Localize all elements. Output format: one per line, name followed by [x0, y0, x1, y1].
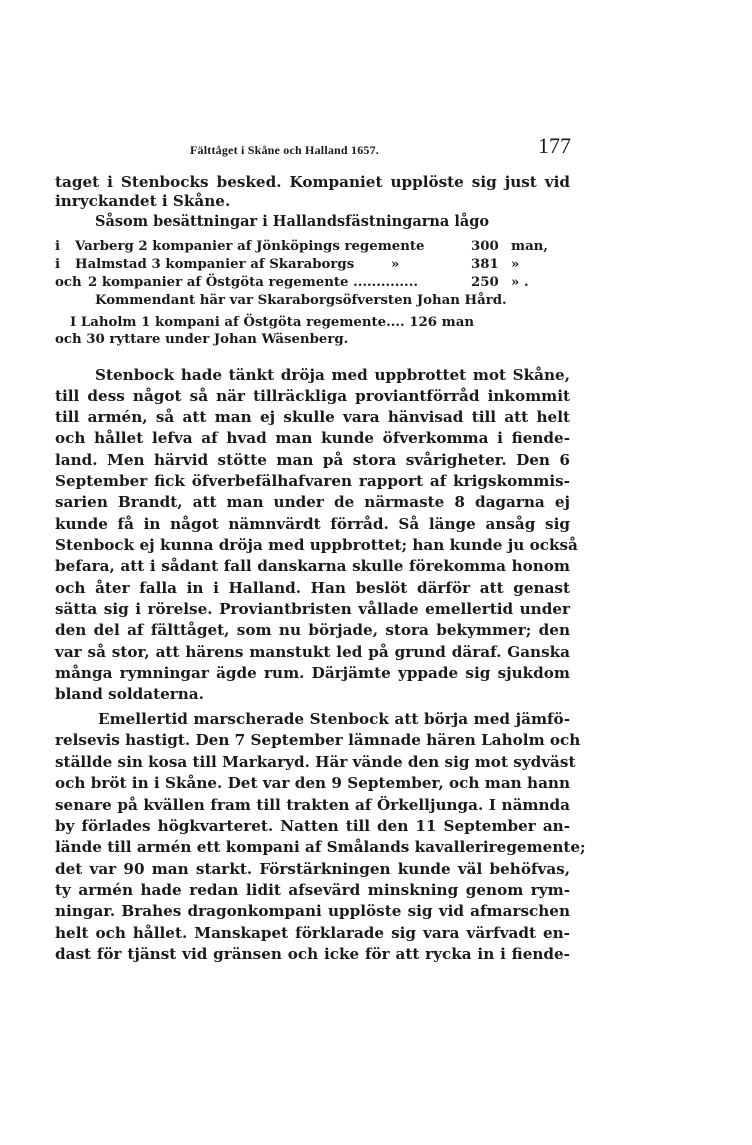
garrison-heading: Såsom besättningar i Hallandsfästningarna lågo	[95, 213, 490, 230]
text-line: Stenbock hade tänkt dröja med uppbrottet mot Skåne,	[95, 366, 570, 384]
text-line: till armén, så att man ej skulle vara hänvisad till att helt	[55, 408, 570, 426]
running-title: Fälttåget i Skåne och Halland 1657.	[190, 143, 380, 157]
page-number: 177	[538, 133, 571, 158]
text-line: senare på kvällen fram till trakten af Örkelljunga. I nämnda	[55, 796, 570, 814]
text-line: helt och hållet. Manskapet förklarade sig vara värfvadt en-	[55, 924, 570, 942]
row-unit: » .	[511, 275, 529, 290]
commandant-line: Kommendant här var Skaraborgsöfversten Johan Hård.	[95, 293, 507, 308]
text-line: och åter falla in i Halland. Han beslöt därför att genast	[55, 579, 570, 597]
row-prefix: i	[55, 239, 61, 254]
text-line: många rymningar ägde rum. Därjämte yppade sig sjukdom	[55, 664, 570, 682]
row-count: 300	[471, 239, 499, 254]
text-line: och hållet lefva af hvad man kunde öfverkomma i fiende-	[55, 429, 570, 447]
text-line: och bröt in i Skåne. Det var den 9 September, och man hann	[55, 774, 570, 792]
text-line: by förlades högkvarteret. Natten till den 11 September an-	[55, 817, 570, 835]
row-count: 381	[471, 257, 499, 272]
row-ditto: »	[391, 257, 400, 272]
text-line: dast för tjänst vid gränsen och icke för att rycka in i fiende-	[55, 945, 570, 963]
text-line: bland soldaterna.	[55, 685, 204, 703]
row-count: 250	[471, 275, 499, 290]
row-prefix: och	[55, 275, 82, 290]
text-line: September fick öfverbefälhafvaren rapport af krigskommis-	[55, 472, 570, 490]
row-unit: »	[511, 257, 520, 272]
text-line: lände till armén ett kompani af Smålands kavalleriregemente;	[55, 838, 586, 856]
garrison-row	[55, 238, 570, 255]
text-line: befara, att i sådant fall danskarna skulle förekomma honom	[55, 557, 570, 575]
text-line: ställde sin kosa till Markaryd. Här vände den sig mot sydväst	[55, 753, 576, 771]
text-line: ningar. Brahes dragonkompani upplöste sig vid afmarschen	[55, 902, 570, 920]
text-line: till dess något så när tillräckliga proviantförråd inkommit	[55, 387, 570, 405]
text-line: Stenbock ej kunna dröja med uppbrottet; han kunde ju också	[55, 536, 578, 554]
row-unit: man,	[511, 239, 548, 254]
text-line: det var 90 man starkt. Förstärkningen kunde väl behöfvas,	[55, 860, 570, 878]
text-line: var så stor, att härens manstukt led på grund däraf. Ganska	[55, 643, 570, 661]
text-line: ty armén hade redan lidit afsevärd minskning genom rym-	[55, 881, 570, 899]
row-text: Halmstad 3 kompanier af Skaraborgs	[75, 257, 355, 272]
garrison-row	[55, 256, 570, 273]
laholm-line: och 30 ryttare under Johan Wäsenberg.	[55, 332, 349, 347]
text-line: Emellertid marscherade Stenbock att börja med jämfö-	[98, 710, 570, 728]
garrison-row	[55, 274, 570, 291]
text-line: sarien Brandt, att man under de närmaste 8 dagarna ej	[55, 493, 570, 511]
text-line: inryckandet i Skåne.	[55, 192, 231, 210]
row-text: Varberg 2 kompanier af Jönköpings regemente	[75, 239, 425, 254]
text-line: land. Men härvid stötte man på stora svårigheter. Den 6	[55, 451, 570, 469]
laholm-line: I Laholm 1 kompani af Östgöta regemente.... 126 man	[70, 315, 475, 330]
text-line: relsevis hastigt. Den 7 September lämnade hären Laholm och	[55, 731, 581, 749]
row-prefix: i	[55, 257, 61, 272]
text-line: kunde få in något nämnvärdt förråd. Så länge ansåg sig	[55, 515, 570, 533]
row-text: 2 kompanier af Östgöta regemente ..............	[88, 275, 418, 290]
text-line: sätta sig i rörelse. Proviantbristen vållade emellertid under	[55, 600, 570, 618]
text-line: taget i Stenbocks besked. Kompaniet upplöste sig just vid	[55, 173, 570, 191]
text-line: den del af fälttåget, som nu började, stora bekymmer; den	[55, 621, 570, 639]
